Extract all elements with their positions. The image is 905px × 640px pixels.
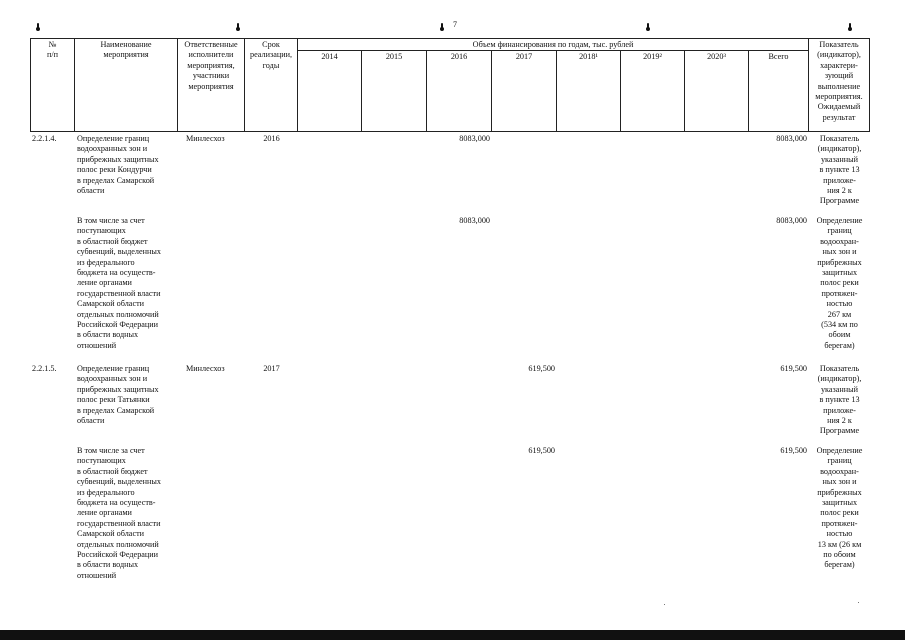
row-year-value <box>362 132 427 215</box>
row-year-value <box>557 132 621 215</box>
row-year-value <box>557 445 621 587</box>
row-responsible: Минлесхоз <box>186 364 225 373</box>
row-total: 619,500 <box>780 364 807 373</box>
row-year-value <box>685 445 749 587</box>
row-name: Определение границ водоохранных зон и прибрежных защитных полос реки Татьянки в пределах Самарской области <box>77 364 159 426</box>
row-year-value <box>492 215 557 363</box>
row-total: 8083,000 <box>776 134 807 143</box>
row-name: В том числе за счет поступающих в областной бюджет субвенций, выделенных из федерального бюджета на осуществ- ление органами государственной власти Самарской области отдельных полномочий Российской Федерации в области водных отношений <box>77 216 161 350</box>
header-year: 2020³ <box>685 51 749 132</box>
header-funding: Объем финансирования по годам, тыс. рублей <box>298 38 809 51</box>
row-year-value: 8083,000 <box>459 134 490 143</box>
header-year: 2016 <box>427 51 492 132</box>
row-period <box>245 215 298 363</box>
row-year-value <box>557 363 621 445</box>
row-total: 8083,000 <box>776 216 807 225</box>
row-period <box>245 445 298 587</box>
header-year-total: Всего <box>749 51 809 132</box>
row-year-value: 8083,000 <box>459 216 490 225</box>
header-year: 2015 <box>362 51 427 132</box>
scan-edge-bar <box>0 630 905 640</box>
row-year-value <box>492 132 557 215</box>
row-year-value <box>621 132 685 215</box>
header-name: Наименование мероприятия <box>75 38 178 132</box>
row-indicator: Показатель (индикатор), указанный в пункте 13 приложе- ния 2 к Программе <box>817 364 862 436</box>
header-year: 2019² <box>621 51 685 132</box>
header-year: 2017 <box>492 51 557 132</box>
row-year-value: 619,500 <box>528 364 555 373</box>
row-year-value <box>685 363 749 445</box>
row-period: 2017 <box>263 364 280 373</box>
scan-speck <box>664 604 665 605</box>
header-num: № п/п <box>30 38 75 132</box>
header-responsible: Ответственные исполнители мероприятия, участники мероприятия <box>178 38 245 132</box>
row-name: Определение границ водоохранных зон и прибрежных защитных полос реки Кондурчи в пределах Самарской области <box>77 134 159 196</box>
row-year-value <box>621 363 685 445</box>
row-responsible: Минлесхоз <box>186 134 225 143</box>
row-indicator: Определение границ водоохран- ных зон и прибрежных защитных полос реки протяжен- ностью 13 км (26 км по обоим берегам) <box>816 446 863 570</box>
row-total: 619,500 <box>780 446 807 455</box>
row-year-value <box>362 445 427 587</box>
registration-mark <box>237 23 239 29</box>
registration-mark <box>37 23 39 29</box>
registration-mark <box>647 23 649 29</box>
row-num <box>30 445 75 587</box>
row-indicator: Показатель (индикатор), указанный в пункте 13 приложе- ния 2 к Программе <box>817 134 862 206</box>
header-indicator: Показатель (индикатор), характери- зующий выполнение мероприятия. Ожидаемый результат <box>809 38 870 132</box>
row-year-value <box>298 132 362 215</box>
row-year-value <box>362 215 427 363</box>
row-indicator: Определение границ водоохран- ных зон и прибрежных защитных полос реки протяжен- ностью 267 км (534 км по обоим берегам) <box>816 216 863 350</box>
header-period: Срок реализации, годы <box>245 38 298 132</box>
scan-speck <box>858 602 859 603</box>
row-year-value <box>557 215 621 363</box>
registration-mark <box>441 23 443 29</box>
row-num <box>30 215 75 363</box>
row-year-value <box>362 363 427 445</box>
row-year-value <box>621 445 685 587</box>
row-year-value <box>427 363 492 445</box>
row-year-value <box>685 132 749 215</box>
row-year-value <box>621 215 685 363</box>
row-year-value <box>298 215 362 363</box>
header-year: 2014 <box>298 51 362 132</box>
row-period: 2016 <box>263 134 280 143</box>
row-responsible <box>178 445 245 587</box>
row-responsible <box>178 215 245 363</box>
header-year: 2018¹ <box>557 51 621 132</box>
row-name: В том числе за счет поступающих в областной бюджет субвенций, выделенных из федерального бюджета на осуществ- ление органами государственной власти Самарской области отдельных полномочий Российской Федерации в области водных отношений <box>77 446 161 580</box>
row-year-value <box>427 445 492 587</box>
row-year-value <box>298 363 362 445</box>
row-num: 2.2.1.4. <box>32 134 57 143</box>
row-year-value: 619,500 <box>528 446 555 455</box>
financing-table <box>30 38 870 587</box>
row-year-value <box>685 215 749 363</box>
row-year-value <box>298 445 362 587</box>
row-num: 2.2.1.5. <box>32 364 57 373</box>
registration-mark <box>849 23 851 29</box>
page-number: 7 <box>453 20 457 29</box>
